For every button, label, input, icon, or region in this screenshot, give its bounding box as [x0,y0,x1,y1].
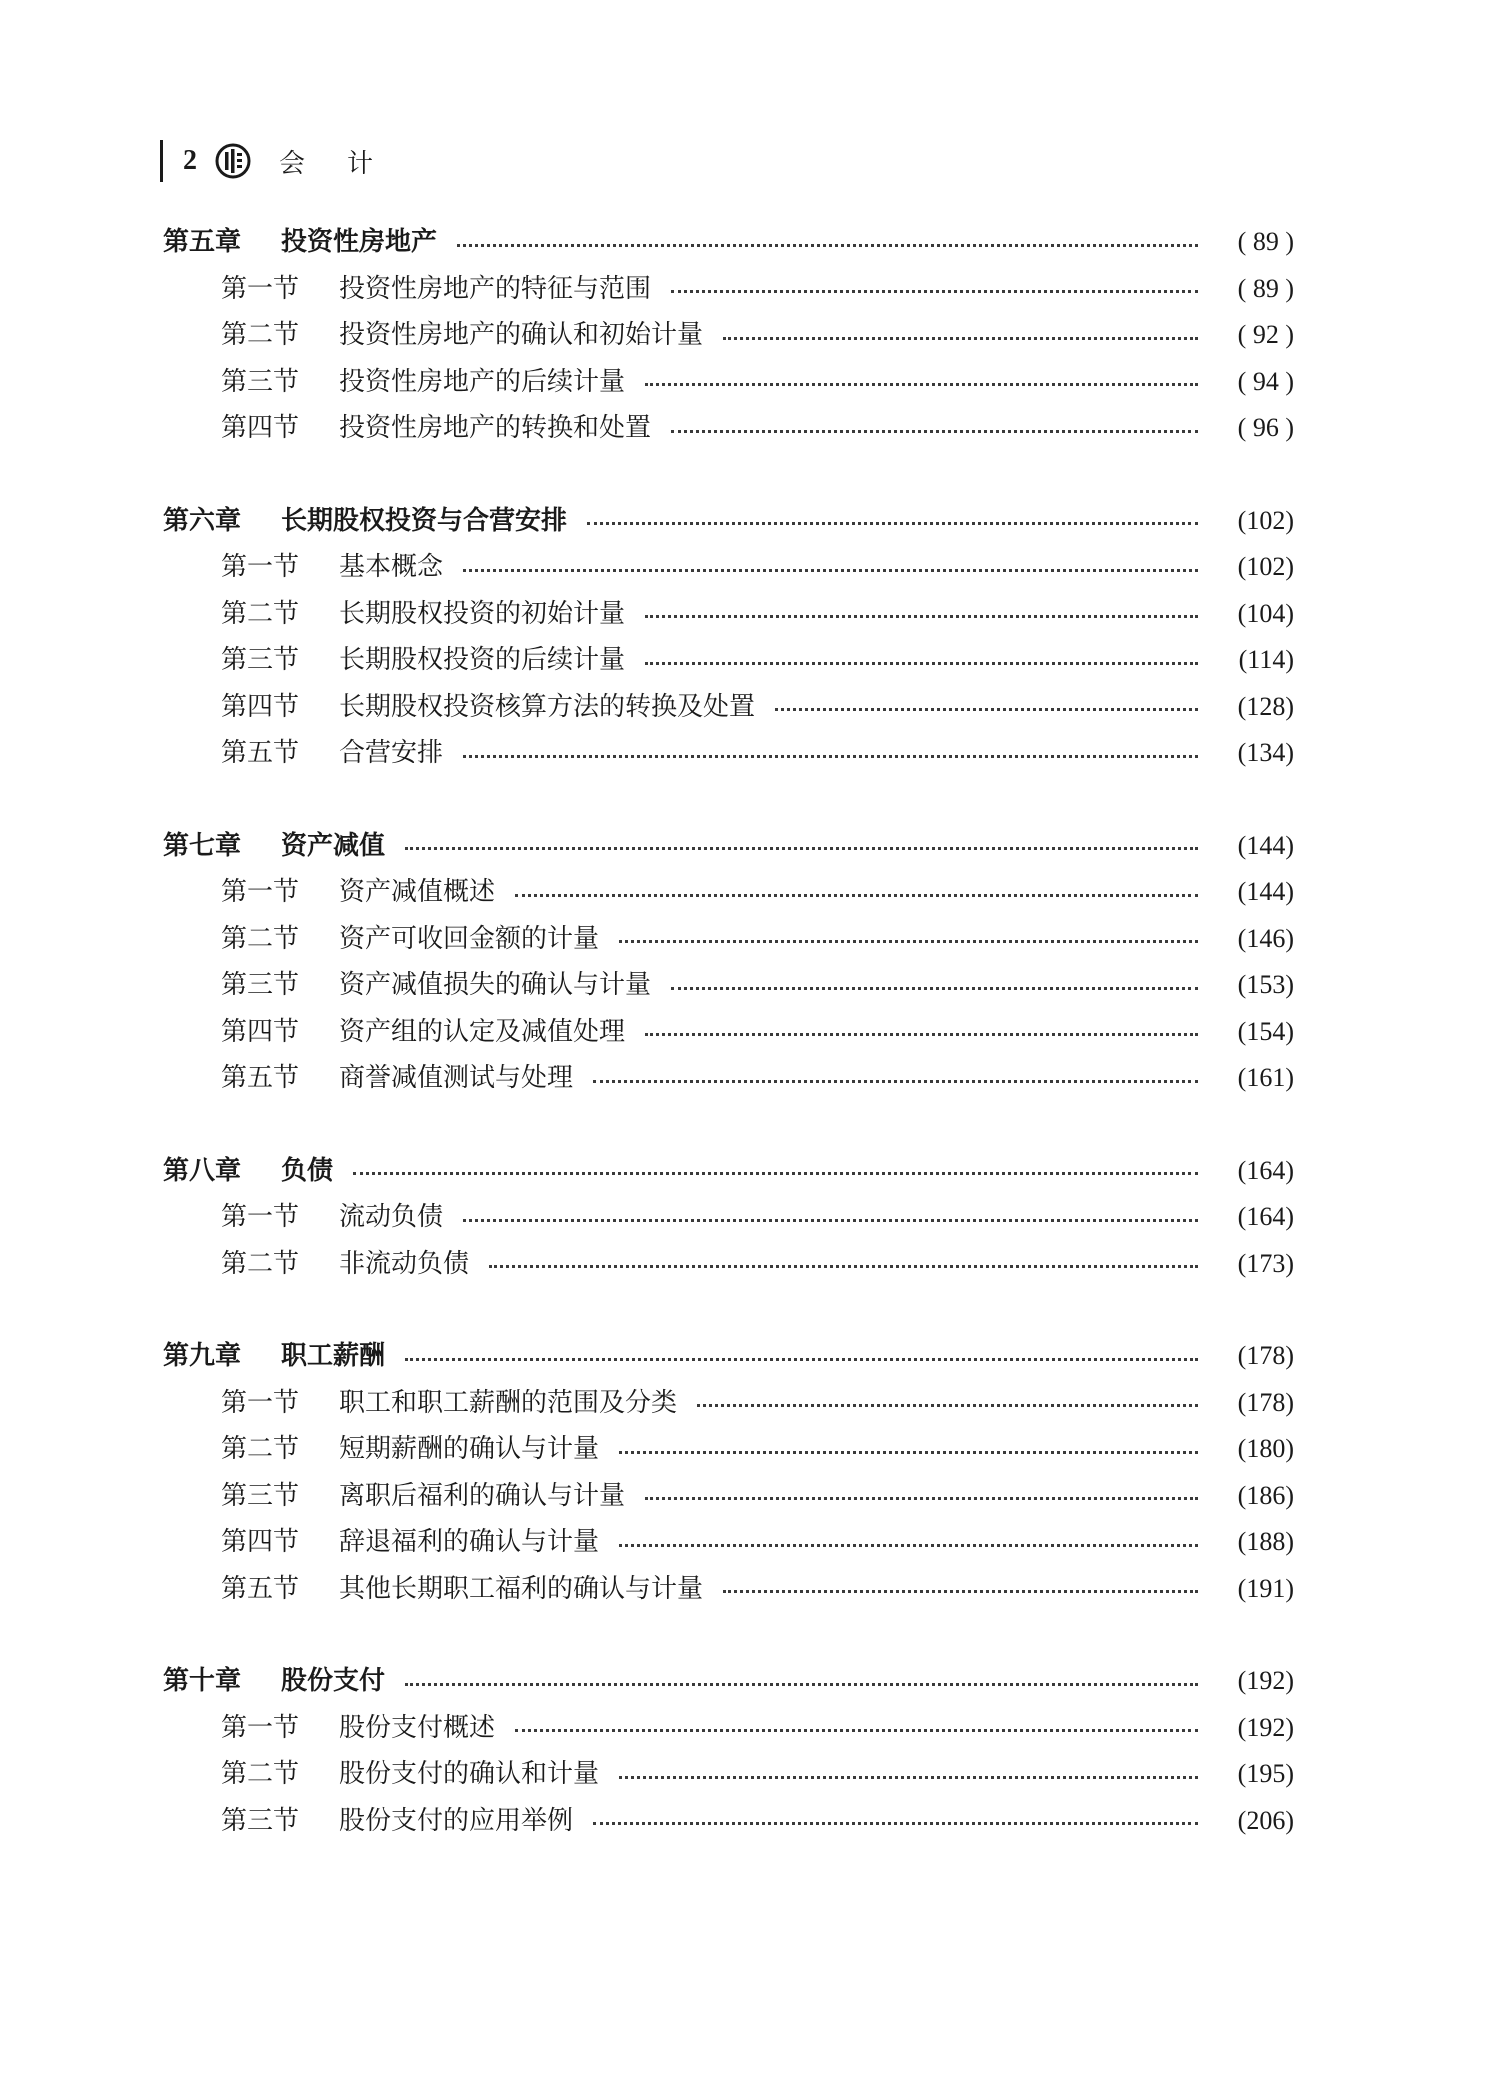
dot-leader [593,1822,1198,1825]
section-entry-page: (188) [1237,1527,1294,1556]
section-entry-title: 投资性房地产的特征与范围 [339,273,652,304]
section-entry-title: 股份支付的确认和计量 [339,1759,600,1789]
dot-leader [723,337,1198,340]
section-entry-label: 第二节 [221,1248,300,1279]
publisher-logo-icon [215,143,251,179]
dot-leader [645,1497,1198,1500]
chapter-entry-title: 长期股权投资与合营安排 [281,505,568,536]
section-entry-label: 第五节 [221,738,300,768]
section-entry[interactable] [163,869,1294,916]
section-entry-label: 第一节 [221,1387,300,1418]
chapter-entry-label: 第九章 [163,1341,242,1371]
dot-leader [697,1404,1198,1407]
chapter-block [163,498,1294,777]
chapter-block [163,219,1294,452]
section-entry[interactable] [163,266,1294,313]
section-entry[interactable] [163,684,1294,731]
section-entry-label: 第三节 [221,970,300,1000]
section-entry-title: 股份支付的应用举例 [339,1805,574,1836]
section-entry-label: 第四节 [221,1527,300,1557]
chapter-entry-label: 第五章 [163,227,242,257]
dot-leader [463,755,1198,758]
section-entry-page: (114) [1238,645,1294,674]
section-entry-page: ( 89 ) [1237,273,1294,303]
dot-leader [619,1451,1198,1454]
chapter-entry-label: 第七章 [163,830,242,861]
section-entry-page: (144) [1237,877,1294,906]
section-entry-label: 第四节 [221,691,300,722]
chapter-entry-label: 第十章 [163,1666,242,1696]
section-entry[interactable] [163,1751,1294,1798]
section-entry[interactable] [163,1705,1294,1752]
dot-leader [619,1776,1198,1779]
running-header [160,140,415,182]
section-entry-title: 股份支付概述 [339,1712,496,1743]
dot-leader [353,1172,1198,1175]
section-entry[interactable] [163,962,1294,1009]
section-entry-title: 离职后福利的确认与计量 [339,1480,626,1511]
section-entry-label: 第一节 [221,552,300,582]
section-entry-label: 第一节 [221,877,300,907]
chapter-entry-page: (192) [1237,1666,1294,1695]
chapter-block [163,1148,1294,1288]
section-entry-label: 第二节 [221,598,300,629]
section-entry-label: 第一节 [221,273,300,304]
section-entry-page: (173) [1237,1248,1294,1278]
section-entry-title: 投资性房地产的后续计量 [339,366,626,397]
section-entry-label: 第五节 [221,1573,300,1604]
dot-leader [723,1590,1198,1593]
dot-leader [645,1033,1198,1036]
section-entry-title: 长期股权投资核算方法的转换及处置 [339,691,756,722]
section-entry-page: (153) [1237,970,1294,999]
section-entry-title: 流动负债 [339,1202,444,1232]
dot-leader [463,1219,1198,1222]
section-entry-page: (128) [1237,691,1294,721]
chapter-block [163,1658,1294,1844]
section-entry-label: 第三节 [221,1805,300,1836]
section-entry[interactable] [163,1380,1294,1427]
chapter-entry[interactable] [163,1658,1294,1705]
section-entry-title: 投资性房地产的转换和处置 [339,413,652,443]
section-entry-label: 第二节 [221,1759,300,1789]
section-entry[interactable] [163,1194,1294,1241]
section-entry[interactable] [163,544,1294,591]
section-entry-page: (161) [1237,1063,1294,1092]
chapter-block [163,1333,1294,1612]
dot-leader [489,1265,1198,1268]
dot-leader [671,290,1198,293]
section-entry-title: 资产减值概述 [339,877,496,907]
section-entry-label: 第四节 [221,1016,300,1047]
section-entry-page: (186) [1237,1480,1294,1510]
section-entry-page: (206) [1237,1805,1294,1835]
section-entry-page: (154) [1237,1016,1294,1046]
section-entry-page: (192) [1237,1712,1294,1742]
section-entry[interactable] [163,1519,1294,1566]
section-entry-label: 第五节 [221,1063,300,1093]
dot-leader [671,987,1198,990]
section-entry-page: (146) [1237,923,1294,953]
dot-leader [645,662,1198,665]
section-entry-page: (178) [1237,1387,1294,1417]
dot-leader [405,847,1198,850]
dot-leader [587,522,1198,525]
section-entry-page: (134) [1237,738,1294,767]
section-entry[interactable] [163,405,1294,452]
dot-leader [775,708,1198,711]
section-entry-label: 第一节 [221,1712,300,1743]
chapter-entry[interactable] [163,823,1294,870]
section-entry-title: 其他长期职工福利的确认与计量 [339,1573,704,1604]
dot-leader [645,615,1198,618]
chapter-entry-title: 资产减值 [281,830,386,861]
section-entry-title: 商誉减值测试与处理 [339,1063,574,1093]
section-entry-label: 第三节 [221,1480,300,1511]
section-entry-title: 长期股权投资的初始计量 [339,598,626,629]
section-entry-page: (164) [1237,1202,1294,1231]
section-entry-page: (104) [1237,598,1294,628]
section-entry-label: 第三节 [221,645,300,675]
chapter-entry-page: (178) [1237,1341,1294,1370]
page-number: 2 [183,145,197,176]
section-entry-page: (191) [1237,1573,1294,1603]
section-entry-title: 资产组的认定及减值处理 [339,1016,626,1047]
chapter-entry-title: 投资性房地产 [281,227,438,257]
chapter-entry-label: 第六章 [163,505,242,536]
section-entry-page: (180) [1237,1434,1294,1463]
chapter-entry[interactable] [163,1333,1294,1380]
section-entry-label: 第四节 [221,413,300,443]
section-entry[interactable] [163,1426,1294,1473]
section-entry-title: 辞退福利的确认与计量 [339,1527,600,1557]
chapter-entry-page: ( 89 ) [1237,227,1294,256]
section-entry[interactable] [163,916,1294,963]
section-entry[interactable] [163,1566,1294,1613]
section-entry-label: 第一节 [221,1202,300,1232]
dot-leader [405,1683,1198,1686]
chapter-entry-label: 第八章 [163,1155,242,1186]
dot-leader [671,430,1198,433]
section-entry[interactable] [163,312,1294,359]
section-entry[interactable] [163,637,1294,684]
section-entry-label: 第二节 [221,923,300,954]
dot-leader [645,383,1198,386]
chapter-entry-page: (164) [1237,1155,1294,1185]
section-entry-page: (102) [1237,552,1294,581]
section-entry-page: ( 92 ) [1237,320,1294,349]
dot-leader [619,1544,1198,1547]
section-entry-title: 基本概念 [339,552,444,582]
chapter-entry[interactable] [163,1148,1294,1195]
section-entry-label: 第二节 [221,1434,300,1464]
section-entry-label: 第三节 [221,366,300,397]
section-entry-label: 第二节 [221,320,300,350]
dot-leader [515,894,1198,897]
chapter-entry-page: (144) [1237,830,1294,860]
section-entry[interactable] [163,591,1294,638]
section-entry-page: ( 94 ) [1237,366,1294,396]
section-entry-title: 合营安排 [339,738,444,768]
dot-leader [593,1080,1198,1083]
section-entry[interactable] [163,1241,1294,1288]
dot-leader [405,1358,1198,1361]
section-entry-title: 资产减值损失的确认与计量 [339,970,652,1000]
book-title: 会计 [279,148,416,179]
dot-leader [457,244,1198,247]
chapter-entry[interactable] [163,498,1294,545]
section-entry-page: (195) [1237,1759,1294,1788]
section-entry-title: 职工和职工薪酬的范围及分类 [339,1387,678,1418]
section-entry[interactable] [163,359,1294,406]
section-entry[interactable] [163,1055,1294,1102]
chapter-entry-title: 股份支付 [281,1666,386,1696]
dot-leader [515,1729,1198,1732]
chapter-entry-page: (102) [1237,505,1294,535]
chapter-block [163,823,1294,1102]
section-entry-page: ( 96 ) [1237,413,1294,442]
section-entry[interactable] [163,730,1294,777]
chapter-entry-title: 职工薪酬 [281,1341,386,1371]
section-entry[interactable] [163,1473,1294,1520]
chapter-entry[interactable] [163,219,1294,266]
dot-leader [463,569,1198,572]
section-entry-title: 长期股权投资的后续计量 [339,645,626,675]
dot-leader [619,940,1198,943]
section-entry-title: 短期薪酬的确认与计量 [339,1434,600,1464]
section-entry-title: 资产可收回金额的计量 [339,923,600,954]
section-entry[interactable] [163,1009,1294,1056]
section-entry[interactable] [163,1798,1294,1845]
section-entry-title: 非流动负债 [339,1248,470,1279]
section-entry-title: 投资性房地产的确认和初始计量 [339,320,704,350]
chapter-entry-title: 负债 [281,1155,334,1186]
table-of-contents [163,219,1294,1890]
